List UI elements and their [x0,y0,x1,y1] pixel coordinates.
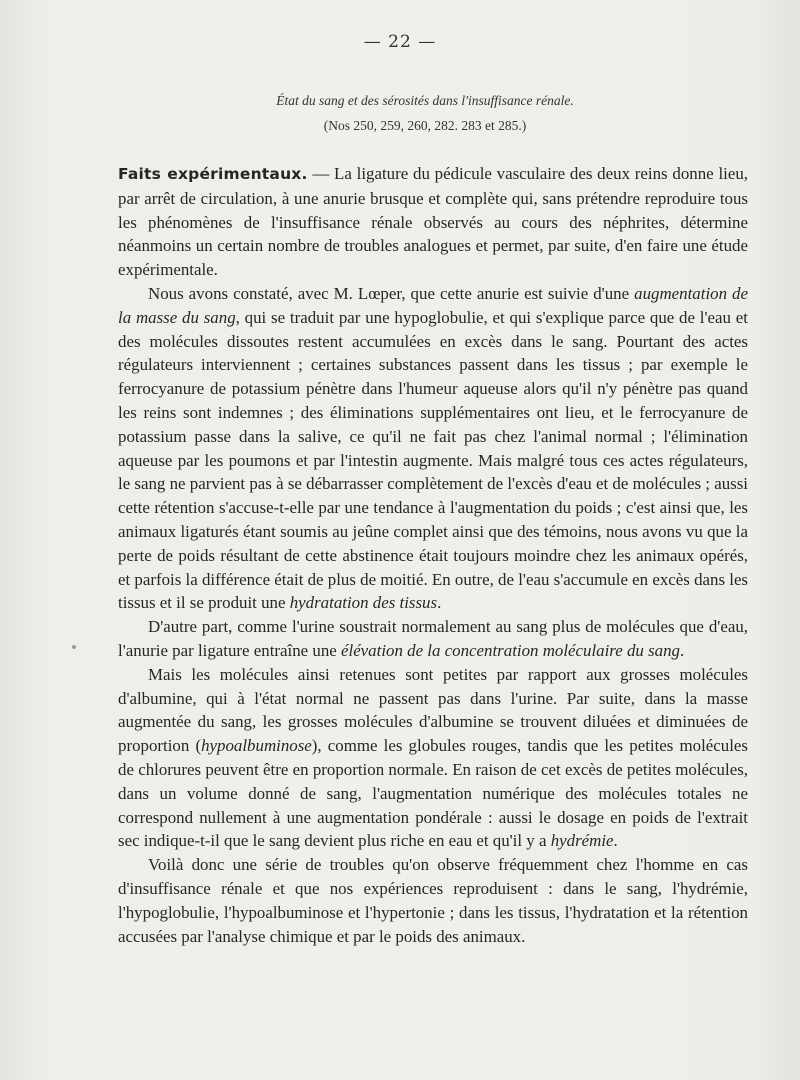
text-run: Voilà donc une série de troubles qu'on observe fréquemment chez l'homme en cas d'insuffisance rénale et que nos expériences reproduisent : dans le sang, l'hydrémie, l'hypoglobulie, l'hypoalbuminose et l'hypertonie ; dans les tissus, l'hydratation et la rétention accusées par l'analyse chimique et par le poids des animaux. [118,855,748,946]
paragraph-lead: Faits expérimentaux. [118,165,308,183]
text-run: ), comme les globules rouges, tandis que les petites molécules de chlorures peuvent être en proportion normale. En raison de cet excès de petites molécules, dans un volume donné de sang, l'augmentation numérique des molécules totales ne correspond nullement à une augmentation pondérale : aussi le dosage en poids de l'extrait sec indique-t-il que le sang devient plus riche en eau et qu'il y a [118,736,748,851]
section-title: État du sang et des sérosités dans l'insuffisance rénale. [276,93,574,108]
text-run: Mais les molécules ainsi retenues sont petites par rapport aux grosses molécules d'albumine, qui à l'état normal ne passent pas dans l'urine. Par suite, dans la masse augmentée du sang, les grosses molécules d'albumine se trouvent diluées et diminuées de proportion ( [118,664,748,756]
emphasis-run: élévation de la concentration moléculaire du sang [341,640,680,660]
text-run: , qui se traduit par une hypoglobulie, et qui s'explique parce que de l'eau et des molécules dissoutes restent accumulées en excès dans le sang. Pourtant des actes régulateurs interviennent ; certaines substances passent dans les tissus ; par exemple le ferrocyanure de potassium pénètre dans l'humeur aqueuse alors qu'il n'y pénètre pas quand les reins sont indemnes ; des éliminations supplémentaires ont lieu, et le ferrocyanure de potassium passe dans la salive, ce qu'il ne fait pas chez l'animal normal ; l'élimination aqueuse par les poumons et par l'intestin augmente. Mais malgré tous ces actes régulateurs, le sang ne parvient pas à se débarrasser complètement de l'excès d'eau et de molécules ; aussi cette rétention s'accuse-t-elle par une tendance à l'augmentation du poids ; c'est ainsi que, les animaux ligaturés étant soumis au jeûne complet ainsi que des témoins, nous avons vu que la perte de poids résultant de cette abstinence était toujours moindre chez les animaux opérés, et parfois la différence était de plus de moitié. En outre, de l'eau s'accumule en excès dans les tissus et il se produit une [118,307,749,613]
paragraph [118,663,748,853]
text-run: . [679,640,685,660]
text-run: . [437,593,442,613]
text-run: — La ligature du pédicule vasculaire des deux reins donne lieu, par arrêt de circulation, à une anurie brusque et complète qui, sans prétendre reproduire tous les phénomènes de l'insuffisance rénale observés au cours des néphrites, détermine néanmoins un certain nombre de troubles analogues et permet, par suite, d'en faire une étude expérimentale. [118,164,748,280]
text-run: . [613,831,618,851]
section-header [0,93,800,134]
paragraph [118,162,748,282]
paragraph [118,853,748,948]
section-references: (Nos 250, 259, 260, 282. 283 et 285.) [323,118,527,133]
emphasis-run: hydrémie [550,831,614,851]
paragraph [118,615,748,663]
page-number: — 22 — [363,32,437,52]
text-run: D'autre part, comme l'urine soustrait normalement au sang plus de molécules que d'eau, l'anurie par ligature entraîne une [118,617,748,660]
paragraph [118,282,748,615]
body-text [118,162,748,948]
emphasis-run: hypoalbuminose [201,736,312,756]
text-run: Nous avons constaté, avec M. Lœper, que cette anurie est suivie d'une [148,283,635,303]
margin-speck [72,645,76,649]
emphasis-run: hydratation des tissus [289,593,438,613]
emphasis-run: augmentation de la masse du sang [118,283,748,327]
